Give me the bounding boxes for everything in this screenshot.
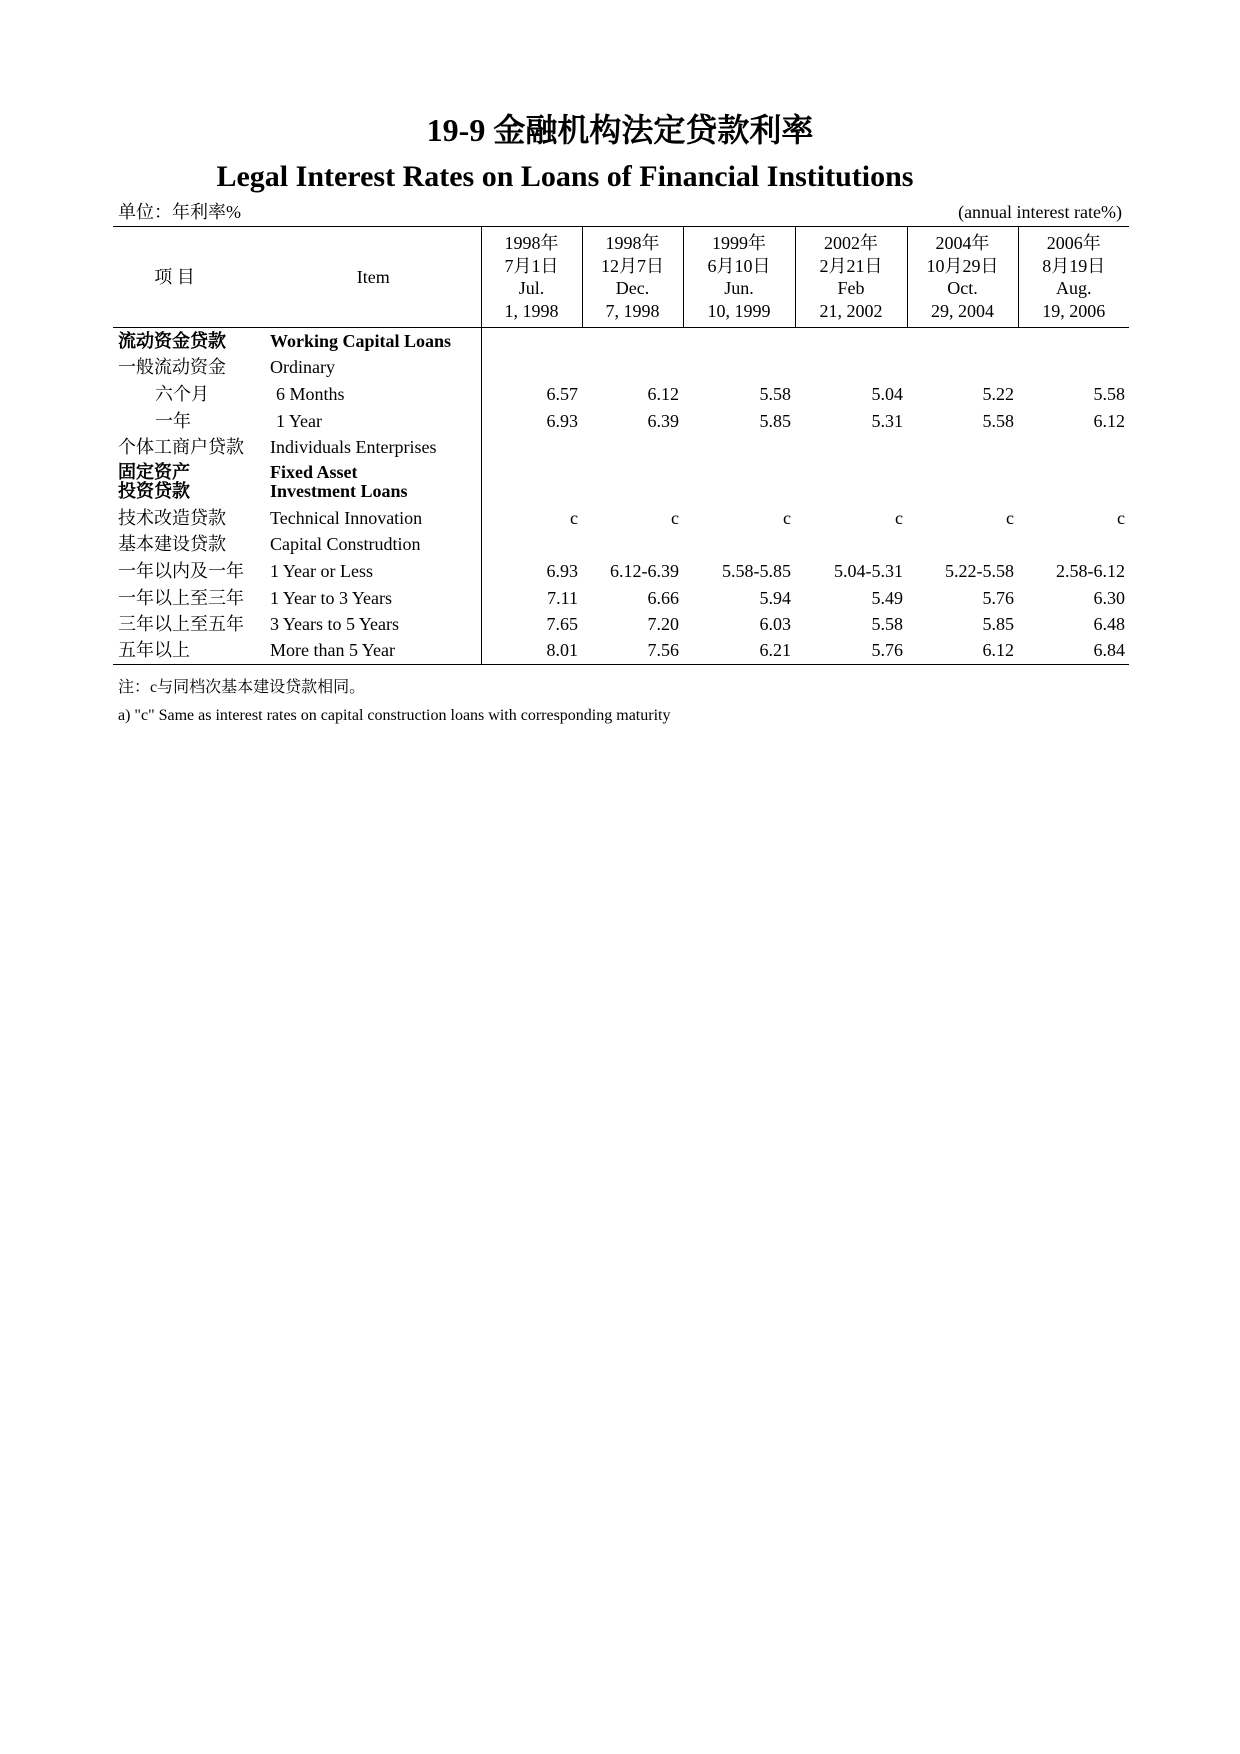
rate-cell: c (481, 504, 582, 531)
row-label-en: Capital Construdtion (270, 534, 421, 555)
column-header-date: 1998年 12月7日 Dec. 7, 1998 (582, 227, 683, 328)
rate-cell: c (671, 507, 679, 528)
rate-cell: c (1006, 507, 1014, 528)
rate-cell: 5.31 (871, 410, 903, 431)
row-label-en: 6 Months (276, 383, 345, 404)
rate-cell: 6.21 (683, 637, 795, 664)
unit-label-en: (annual interest rate%) (958, 202, 1122, 222)
table-row (113, 434, 1129, 461)
rate-cell (683, 328, 795, 355)
rate-cell: 5.04 (871, 383, 903, 404)
row-label-en: Fixed Asset Investment Loans (270, 462, 408, 502)
table-row (113, 611, 1129, 638)
row-label-zh: 固定资产 投资贷款 (118, 462, 190, 502)
interest-rates-table (113, 226, 1129, 665)
rate-cell (1018, 460, 1129, 504)
rate-cell: 6.39 (647, 410, 679, 431)
row-label-en: 3 Years to 5 Years (270, 614, 400, 635)
table-row (113, 460, 1129, 504)
rate-cell (683, 460, 795, 504)
table-header-row (113, 227, 1129, 328)
rate-cell: 5.94 (759, 587, 791, 608)
rate-cell: 6.03 (759, 614, 791, 635)
table-row (113, 354, 1129, 381)
rate-cell (795, 328, 907, 355)
rate-cell: 8.01 (481, 637, 582, 664)
rate-cell: 6.12 (647, 383, 679, 404)
rate-cell (683, 531, 795, 558)
table-row (113, 558, 1129, 585)
rate-cell: c (783, 507, 791, 528)
rate-cell: 5.76 (795, 637, 907, 664)
rate-cell (481, 328, 582, 355)
rate-cell (481, 531, 582, 558)
row-label-zh: 一年以内及一年 (118, 560, 244, 581)
rate-cell: 6.57 (481, 381, 582, 408)
page-title-zh: 19-9 金融机构法定贷款利率 (426, 112, 814, 148)
footnote-en: a) "c" Same as interest rates on capital construction loans with corresponding maturity (118, 707, 671, 724)
row-label-en: 1 Year to 3 Years (270, 587, 393, 608)
rate-cell (1018, 354, 1129, 381)
rate-cell: 5.58 (871, 614, 903, 635)
rate-cell: 6.12 (1093, 410, 1125, 431)
rate-cell (683, 434, 795, 461)
rate-cell (481, 460, 582, 504)
unit-row (118, 200, 1126, 224)
rate-cell: 7.11 (481, 584, 582, 611)
rate-cell (907, 328, 1018, 355)
rate-cell (1018, 328, 1129, 355)
table-row (113, 328, 1129, 355)
rate-cell: 7.56 (582, 637, 683, 664)
rate-cell (1018, 531, 1129, 558)
rate-cell: 5.49 (871, 587, 903, 608)
rate-cell (795, 460, 907, 504)
unit-label-zh: 单位：年利率% (118, 202, 241, 222)
rate-cell: 6.48 (1093, 614, 1125, 635)
rate-cell (907, 354, 1018, 381)
rate-cell: 7.20 (647, 614, 679, 635)
column-header-date: 1999年 6月10日 Jun. 10, 1999 (683, 227, 795, 328)
rate-cell: 6.84 (1018, 637, 1129, 664)
rate-cell: 7.65 (481, 611, 582, 638)
rate-cell (907, 460, 1018, 504)
table-row (113, 584, 1129, 611)
table-row (113, 504, 1129, 531)
rate-cell: 2.58-6.12 (1056, 560, 1125, 581)
row-label-en: 1 Year (276, 410, 323, 431)
rate-cell: 5.58 (982, 410, 1014, 431)
row-label-zh: 基本建设贷款 (118, 534, 226, 555)
rate-cell (795, 354, 907, 381)
rate-cell (582, 354, 683, 381)
row-label-en: Technical Innovation (270, 507, 423, 528)
row-label-zh: 一年 (155, 410, 191, 431)
rate-cell: c (895, 507, 903, 528)
rate-cell: 5.04-5.31 (834, 560, 903, 581)
column-header-date: 2006年 8月19日 Aug. 19, 2006 (1018, 227, 1129, 328)
table-row (113, 637, 1129, 664)
row-label-zh: 个体工商户贷款 (118, 437, 244, 458)
rate-cell: 5.22 (982, 383, 1014, 404)
rate-cell (481, 434, 582, 461)
rate-cell (795, 531, 907, 558)
row-label-zh: 技术改造贷款 (118, 507, 226, 528)
row-label-en: Ordinary (270, 357, 335, 378)
rate-cell: 5.85 (759, 410, 791, 431)
table-row (113, 407, 1129, 434)
row-label-en: Working Capital Loans (270, 331, 452, 352)
rate-cell: 6.12 (907, 637, 1018, 664)
row-label-en: Individuals Enterprises (270, 437, 437, 458)
column-header-date: 2002年 2月21日 Feb 21, 2002 (795, 227, 907, 328)
row-label-zh: 一年以上至三年 (118, 587, 244, 608)
rate-cell: 6.66 (647, 587, 679, 608)
row-label-en: 1 Year or Less (270, 560, 373, 581)
row-label-en: More than 5 Year (266, 637, 481, 664)
rate-cell: 6.12-6.39 (610, 560, 679, 581)
rate-cell (907, 434, 1018, 461)
row-label-zh: 三年以上至五年 (118, 614, 244, 635)
rate-cell (795, 434, 907, 461)
column-header-item-en: Item (266, 227, 481, 328)
rate-cell: 5.85 (982, 614, 1014, 635)
rate-cell (582, 434, 683, 461)
rate-cell: c (1117, 507, 1125, 528)
page-title-en: Legal Interest Rates on Loans of Financial Institutions (216, 160, 914, 193)
column-header-date: 2004年 10月29日 Oct. 29, 2004 (907, 227, 1018, 328)
table-row (113, 381, 1129, 408)
rate-cell: 5.58 (759, 383, 791, 404)
row-label-zh: 六个月 (155, 383, 209, 404)
rate-cell (582, 531, 683, 558)
rate-cell (683, 354, 795, 381)
rate-cell: 5.58-5.85 (722, 560, 791, 581)
rate-cell: 6.93 (481, 558, 582, 585)
rate-cell: 6.30 (1093, 587, 1125, 608)
rate-cell (907, 531, 1018, 558)
rate-cell (582, 328, 683, 355)
column-header-item-zh: 项 目 (113, 227, 266, 328)
column-header-date: 1998年 7月1日 Jul. 1, 1998 (481, 227, 582, 328)
row-label-zh: 一般流动资金 (118, 357, 226, 378)
rate-cell: 5.76 (982, 587, 1014, 608)
rate-cell (582, 460, 683, 504)
row-label-zh: 五年以上 (113, 637, 266, 664)
rate-cell: 6.93 (481, 407, 582, 434)
footnote-zh: 注：c与同档次基本建设贷款相同。 (118, 679, 366, 696)
rate-cell: 5.58 (1093, 383, 1125, 404)
table-row (113, 531, 1129, 558)
rate-cell (481, 354, 582, 381)
rate-cell: 5.22-5.58 (945, 560, 1014, 581)
rate-cell (1018, 434, 1129, 461)
row-label-zh: 流动资金贷款 (118, 331, 226, 352)
